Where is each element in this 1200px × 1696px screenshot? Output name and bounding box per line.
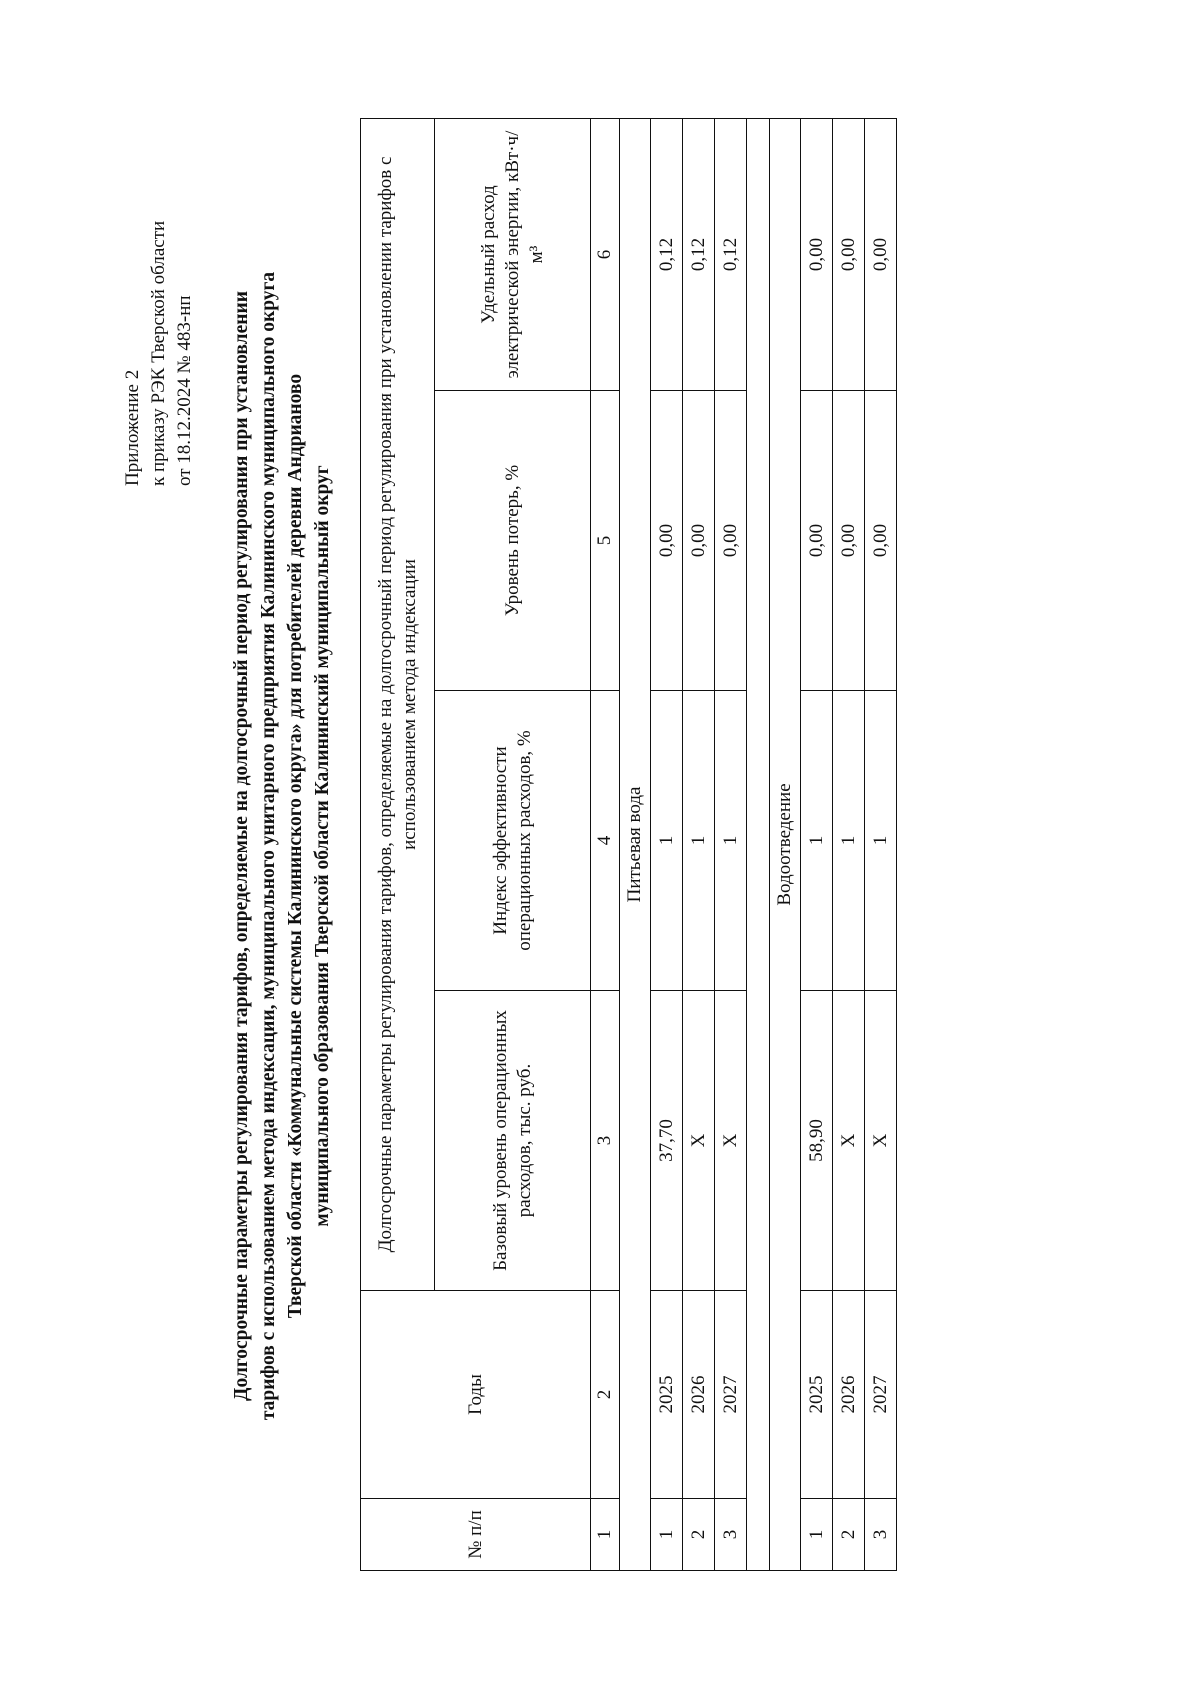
row-efficiency-index: 1 — [715, 691, 747, 991]
title-line-1: Долгосрочные параметры регулирования тарифов, определяемые на долгосрочный период регулирования при установлении — [231, 291, 252, 1401]
row-num: 1 — [801, 1499, 833, 1571]
header-loss-level: Уровень потерь, % — [435, 391, 591, 691]
row-loss-level: 0,00 — [833, 391, 865, 691]
row-year: 2026 — [683, 1291, 715, 1499]
document-title — [228, 166, 336, 1526]
table-row — [715, 118, 747, 1570]
title-line-3: Тверской области «Коммунальные системы Калининского округа» для потребителей деревни Андрианово — [285, 373, 306, 1319]
row-efficiency-index: 1 — [651, 691, 683, 991]
column-number-row — [591, 118, 620, 1570]
header-group: Долгосрочные параметры регулирования тарифов, определяемые на долгосрочный период регулирования при установлении тарифов с использованием метода индексации — [361, 118, 435, 1290]
row-energy-consumption: 0,12 — [683, 118, 715, 390]
row-base-opex: X — [715, 991, 747, 1291]
table-row — [833, 118, 865, 1570]
table-row — [651, 118, 683, 1570]
row-loss-level: 0,00 — [651, 391, 683, 691]
section-row — [620, 118, 651, 1570]
row-year: 2027 — [715, 1291, 747, 1499]
table-row — [865, 118, 897, 1570]
row-energy-consumption: 0,12 — [651, 118, 683, 390]
row-year: 2027 — [865, 1291, 897, 1499]
row-efficiency-index: 1 — [865, 691, 897, 991]
table-row — [801, 118, 833, 1570]
section-row — [770, 118, 801, 1570]
row-base-opex: X — [683, 991, 715, 1291]
row-year: 2025 — [651, 1291, 683, 1499]
column-number: 2 — [591, 1291, 620, 1499]
row-energy-consumption: 0,00 — [801, 118, 833, 390]
row-num: 3 — [865, 1499, 897, 1571]
title-line-2: тарифов с использованием метода индексации, муниципального унитарного предприятия Калининского муниципального округа — [258, 271, 279, 1421]
appendix-line-1: Приложение 2 — [122, 369, 143, 486]
header-efficiency-index: Индекс эффективности операционных расходов, % — [435, 691, 591, 991]
row-loss-level: 0,00 — [865, 391, 897, 691]
row-num: 2 — [683, 1499, 715, 1571]
row-efficiency-index: 1 — [683, 691, 715, 991]
row-loss-level: 0,00 — [715, 391, 747, 691]
row-num: 2 — [833, 1499, 865, 1571]
appendix-block — [120, 221, 198, 486]
row-loss-level: 0,00 — [801, 391, 833, 691]
row-energy-consumption: 0,00 — [865, 118, 897, 390]
column-number: 1 — [591, 1499, 620, 1571]
table-spacer-row — [747, 118, 770, 1570]
row-base-opex: X — [833, 991, 865, 1291]
header-num: № п/п — [361, 1499, 591, 1571]
row-efficiency-index: 1 — [833, 691, 865, 991]
row-num: 1 — [651, 1499, 683, 1571]
header-energy-consumption: Удельный расход электрической энергии, кВт·ч/м³ — [435, 118, 591, 390]
header-row-top — [361, 118, 435, 1570]
row-year: 2025 — [801, 1291, 833, 1499]
section-title-drinking-water: Питьевая вода — [620, 118, 651, 1570]
row-base-opex: 37,70 — [651, 991, 683, 1291]
appendix-line-2: к приказу РЭК Тверской области — [148, 220, 169, 486]
table-spacer-cell — [747, 118, 770, 1570]
section-title-wastewater: Водоотведение — [770, 118, 801, 1570]
row-base-opex: 58,90 — [801, 991, 833, 1291]
column-number: 6 — [591, 118, 620, 390]
column-number: 3 — [591, 991, 620, 1291]
column-number: 4 — [591, 691, 620, 991]
column-number: 5 — [591, 391, 620, 691]
title-line-4: муниципального образования Тверской области Калининский муниципальный округ — [312, 465, 333, 1227]
row-energy-consumption: 0,00 — [833, 118, 865, 390]
row-efficiency-index: 1 — [801, 691, 833, 991]
parameters-table — [360, 118, 897, 1571]
row-num: 3 — [715, 1499, 747, 1571]
table-row — [683, 118, 715, 1570]
row-energy-consumption: 0,12 — [715, 118, 747, 390]
header-years: Годы — [361, 1291, 591, 1499]
appendix-line-3: от 18.12.2024 № 483-нп — [174, 295, 195, 486]
row-loss-level: 0,00 — [683, 391, 715, 691]
row-base-opex: X — [865, 991, 897, 1291]
row-year: 2026 — [833, 1291, 865, 1499]
header-base-opex: Базовый уровень операционных расходов, тыс. руб. — [435, 991, 591, 1291]
